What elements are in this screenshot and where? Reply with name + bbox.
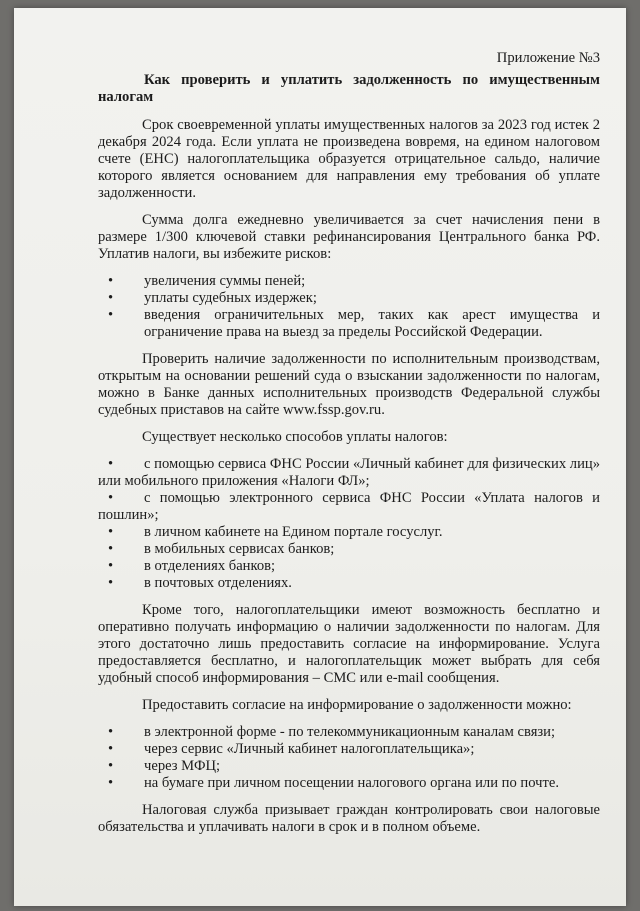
list-item: • в личном кабинете на Едином портале госуслуг. <box>98 524 600 541</box>
paragraph-notification: Кроме того, налогоплательщики имеют возможность бесплатно и оперативно получать информацию о наличии задолженности по налогам. Для этого достаточно лишь предоставить согласие на информирование. Услуга предоставляется бесплатно, и налогоплательщик может выбрать для себя удобный способ информирования – СМС или e-mail сообщения. <box>98 602 600 686</box>
paragraph-methods-intro: Существует несколько способов уплаты налогов: <box>142 429 448 445</box>
list-item: • в отделениях банков; <box>98 558 600 575</box>
list-item: • с помощью электронного сервиса ФНС России «Уплата налогов и пошлин»; <box>98 490 600 524</box>
list-item: • в почтовых отделениях. <box>98 575 600 592</box>
paragraph-fssp: Проверить наличие задолженности по исполнительным производствам, открытым на основании решений суда о взыскании задолженности по налогам, можно в Банке данных исполнительных производств Федеральной службы судебных приставов на сайте www.fssp.gov.ru. <box>98 351 600 418</box>
appendix-label: Приложение №3 <box>496 50 600 66</box>
paragraph-deadline: Срок своевременной уплаты имущественных налогов за 2023 год истек 2 декабря 2024 года. Если уплата не произведена вовремя, на едином налоговом счете (ЕНС) налогоплательщика образуется отрицательное сальдо, наличие которого является основанием для направления ему требования об уплате задолженности. <box>98 117 600 201</box>
paragraph-penalty: Сумма долга ежедневно увеличивается за счет начисления пени в размере 1/300 ключевой ставки рефинансирования Центрального банка РФ. Уплатив налоги, вы избежите рисков: <box>98 212 600 262</box>
list-item: • в электронной форме - по телекоммуникационным каналам связи; <box>98 724 600 741</box>
document-body <box>98 50 600 846</box>
list-item: • уплаты судебных издержек; <box>98 290 600 307</box>
paragraph-closing: Налоговая служба призывает граждан контролировать свои налоговые обязательства и уплачивать налоги в срок и в полном объеме. <box>98 802 600 835</box>
list-item: • увеличения суммы пеней; <box>98 273 600 290</box>
paper-sheet <box>14 8 626 906</box>
consent-list <box>98 724 600 792</box>
document-title: Как проверить и уплатить задолженность по имущественным налогам <box>98 72 600 105</box>
risks-list <box>98 273 600 341</box>
list-item: • на бумаге при личном посещении налогового органа или по почте. <box>98 775 600 792</box>
list-item: • введения ограничительных мер, таких как арест имущества и ограничение права на выезд за пределы Российской Федерации. <box>98 307 600 341</box>
payment-methods-list <box>98 456 600 592</box>
list-item: • с помощью сервиса ФНС России «Личный кабинет для физических лиц» или мобильного приложения «Налоги ФЛ»; <box>98 456 600 490</box>
list-item: • в мобильных сервисах банков; <box>98 541 600 558</box>
list-item: • через МФЦ; <box>98 758 600 775</box>
list-item: • через сервис «Личный кабинет налогоплательщика»; <box>98 741 600 758</box>
paragraph-consent-intro: Предоставить согласие на информирование о задолженности можно: <box>142 697 572 713</box>
